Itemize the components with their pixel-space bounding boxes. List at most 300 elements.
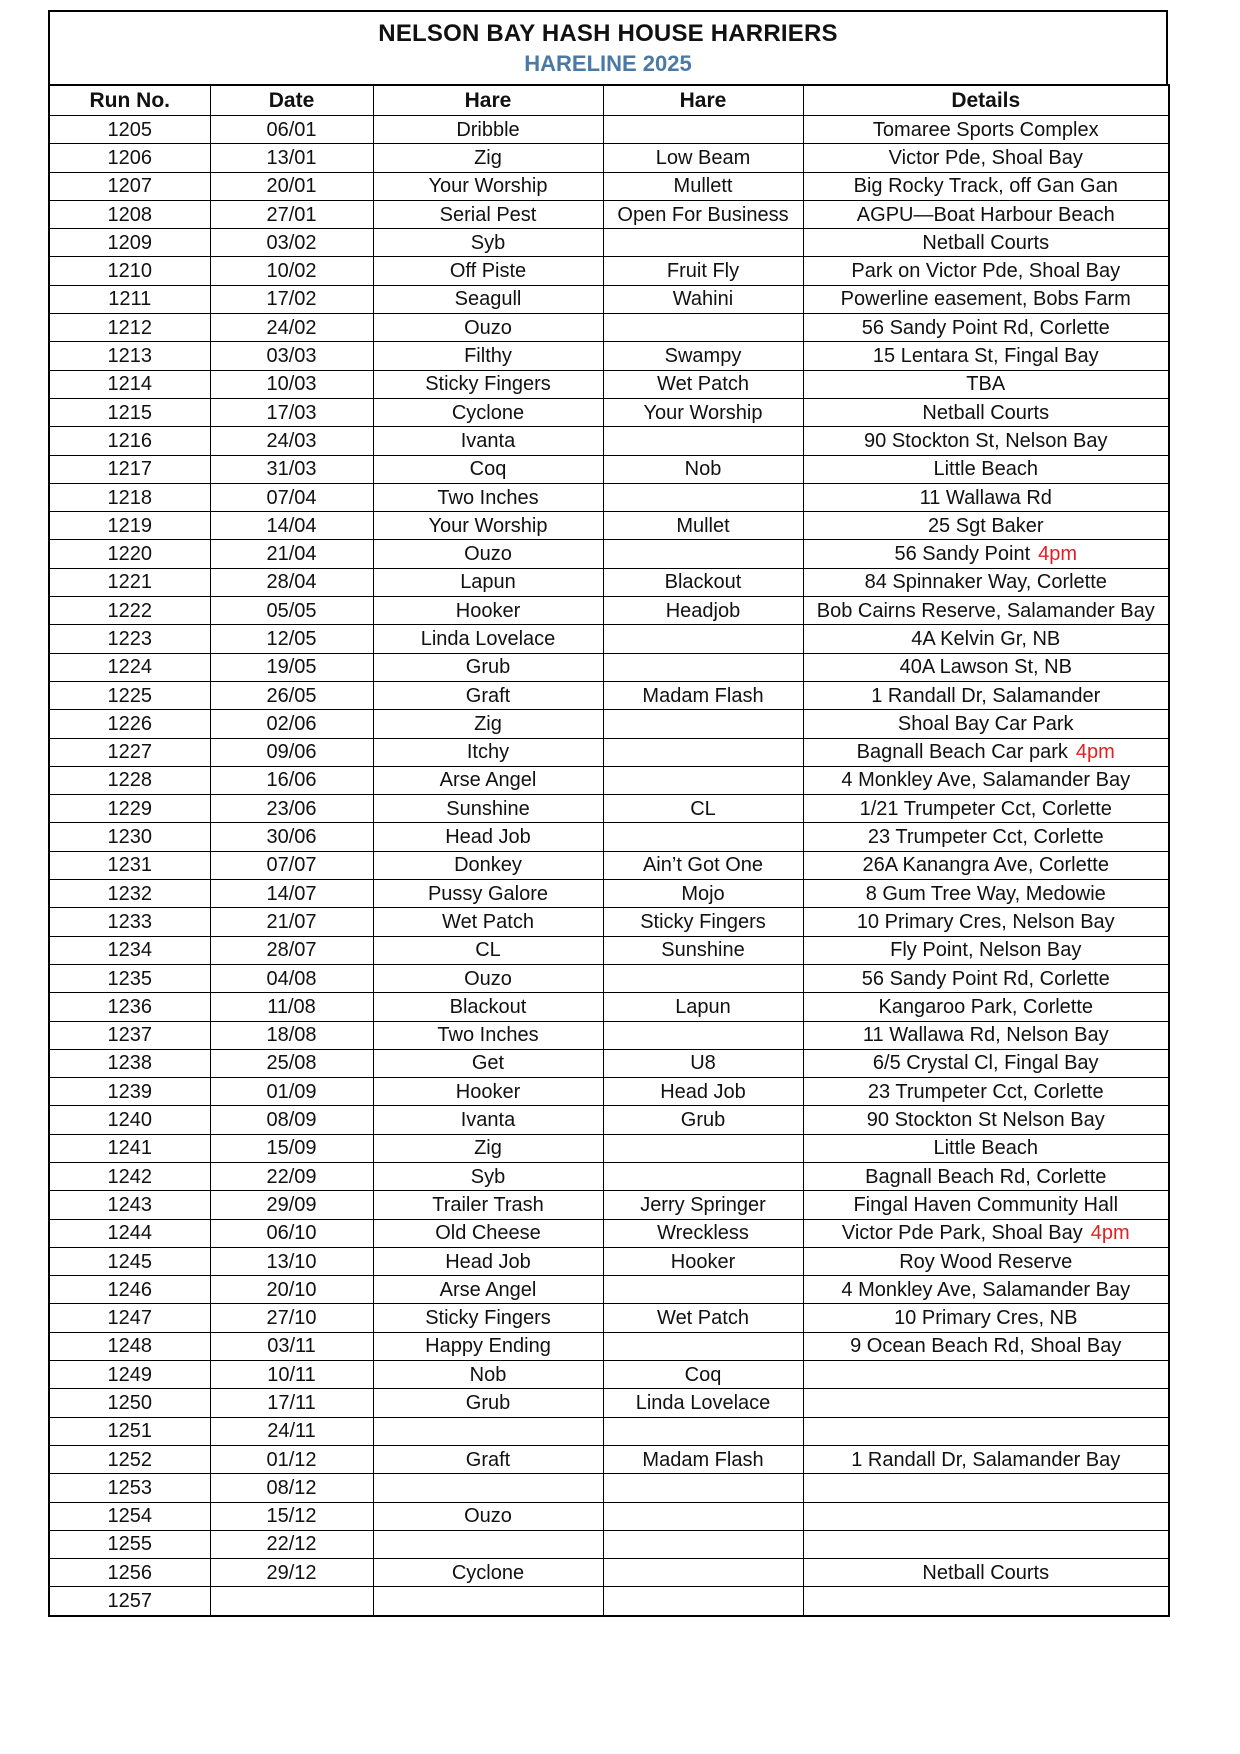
details-cell [803,1389,1169,1417]
run-no-cell: 1232 [49,880,210,908]
details-cell [803,1587,1169,1616]
details-cell [803,229,1169,257]
date-cell: 01/12 [210,1445,373,1473]
date-cell: 21/04 [210,540,373,568]
hare-1-cell: Syb [373,229,603,257]
hare-1-cell: Nob [373,1361,603,1389]
date-cell: 08/12 [210,1474,373,1502]
details-cell [803,1304,1169,1332]
details-text: Big Rocky Track, off Gan Gan [853,175,1118,198]
details-cell [803,1134,1169,1162]
details-cell [803,1417,1169,1445]
details-text: Powerline easement, Bobs Farm [840,288,1131,311]
date-cell: 24/11 [210,1417,373,1445]
run-no-cell: 1240 [49,1106,210,1134]
hare-1-cell: Ouzo [373,964,603,992]
hare-2-cell: Sunshine [603,936,803,964]
table-row [49,1134,1169,1162]
column-header-run-no: Run No. [49,85,210,116]
table-row [49,540,1169,568]
hare-1-cell: Ouzo [373,1502,603,1530]
details-cell [803,398,1169,426]
details-text: 90 Stockton St Nelson Bay [866,1109,1105,1132]
details-cell [803,285,1169,313]
table-row [49,1389,1169,1417]
hare-2-cell [603,427,803,455]
details-text: 1/21 Trumpeter Cct, Corlette [859,797,1112,820]
hare-1-cell: Sunshine [373,795,603,823]
hare-1-cell: CL [373,936,603,964]
table-row [49,172,1169,200]
date-cell: 20/10 [210,1276,373,1304]
run-no-cell: 1213 [49,342,210,370]
run-no-cell: 1230 [49,823,210,851]
hare-2-cell: Headjob [603,597,803,625]
date-cell: 03/03 [210,342,373,370]
hare-2-cell: Wahini [603,285,803,313]
date-cell: 17/02 [210,285,373,313]
hare-1-cell: Two Inches [373,1021,603,1049]
details-cell [803,1332,1169,1360]
run-no-cell: 1237 [49,1021,210,1049]
hare-1-cell: Wet Patch [373,908,603,936]
run-no-cell: 1216 [49,427,210,455]
hare-2-cell [603,653,803,681]
table-row [49,285,1169,313]
details-text: 23 Trumpeter Cct, Corlette [867,826,1104,849]
details-text: 10 Primary Cres, Nelson Bay [856,910,1115,933]
details-text: Netball Courts [922,231,1050,254]
hare-1-cell: Two Inches [373,483,603,511]
run-no-cell: 1224 [49,653,210,681]
date-cell: 30/06 [210,823,373,851]
hare-1-cell: Ouzo [373,540,603,568]
table-row [49,1417,1169,1445]
table-row [49,738,1169,766]
table-row [49,851,1169,879]
hare-1-cell: Old Cheese [373,1219,603,1247]
hare-2-cell: Sticky Fingers [603,908,803,936]
hare-1-cell [373,1587,603,1616]
date-cell: 22/12 [210,1530,373,1558]
date-cell: 24/03 [210,427,373,455]
run-no-cell: 1242 [49,1162,210,1190]
details-cell [803,597,1169,625]
run-no-cell: 1251 [49,1417,210,1445]
run-no-cell: 1229 [49,795,210,823]
hare-1-cell [373,1530,603,1558]
hare-2-cell: Mojo [603,880,803,908]
details-text: Victor Pde Park, Shoal Bay [841,1222,1083,1245]
run-no-cell: 1226 [49,710,210,738]
table-header-row [49,85,1169,116]
run-no-cell: 1220 [49,540,210,568]
date-cell: 12/05 [210,625,373,653]
details-cell [803,116,1169,144]
hare-2-cell [603,766,803,794]
details-cell [803,653,1169,681]
table-row [49,1559,1169,1587]
date-cell: 10/11 [210,1361,373,1389]
details-cell [803,823,1169,851]
hare-1-cell: Your Worship [373,172,603,200]
hare-1-cell: Zig [373,1134,603,1162]
details-text: 84 Spinnaker Way, Corlette [864,571,1107,594]
column-header-hare-2: Hare [603,85,803,116]
details-cell [803,766,1169,794]
date-cell: 20/01 [210,172,373,200]
table-row [49,1276,1169,1304]
details-cell [803,993,1169,1021]
run-no-cell: 1255 [49,1530,210,1558]
hare-2-cell [603,738,803,766]
table-row [49,342,1169,370]
hare-1-cell: Graft [373,1445,603,1473]
hare-2-cell: Hooker [603,1247,803,1275]
details-text: 11 Wallawa Rd [919,486,1052,509]
hare-1-cell: Syb [373,1162,603,1190]
hare-2-cell: Open For Business [603,200,803,228]
date-cell: 22/09 [210,1162,373,1190]
date-cell: 03/11 [210,1332,373,1360]
hare-2-cell: Mullet [603,512,803,540]
table-row [49,1078,1169,1106]
run-no-cell: 1209 [49,229,210,257]
date-cell: 15/09 [210,1134,373,1162]
details-text: 26A Kanangra Ave, Corlette [862,854,1109,877]
hare-1-cell: Sticky Fingers [373,1304,603,1332]
hare-1-cell: Cyclone [373,1559,603,1587]
hare-1-cell [373,1417,603,1445]
details-text: 10 Primary Cres, NB [894,1307,1078,1330]
table-row [49,710,1169,738]
run-no-cell: 1206 [49,144,210,172]
run-no-cell: 1250 [49,1389,210,1417]
column-header-details: Details [803,85,1169,116]
hare-1-cell: Zig [373,710,603,738]
date-cell: 10/02 [210,257,373,285]
table-row [49,880,1169,908]
details-text: 4 Monkley Ave, Salamander Bay [841,769,1131,792]
date-cell: 01/09 [210,1078,373,1106]
hare-1-cell: Head Job [373,823,603,851]
date-cell: 28/07 [210,936,373,964]
date-cell: 09/06 [210,738,373,766]
hare-1-cell: Donkey [373,851,603,879]
hare-2-cell: Your Worship [603,398,803,426]
hare-1-cell: Filthy [373,342,603,370]
hare-2-cell: Coq [603,1361,803,1389]
hare-1-cell: Coq [373,455,603,483]
date-cell: 03/02 [210,229,373,257]
date-cell: 29/12 [210,1559,373,1587]
column-header-date: Date [210,85,373,116]
table-row [49,1304,1169,1332]
details-text: 9 Ocean Beach Rd, Shoal Bay [850,1335,1122,1358]
details-cell [803,1361,1169,1389]
table-row [49,993,1169,1021]
hare-2-cell: Madam Flash [603,1445,803,1473]
run-no-cell: 1247 [49,1304,210,1332]
details-text: Bagnall Beach Car park [856,741,1068,764]
details-text: 40A Lawson St, NB [899,656,1072,679]
table-row [49,568,1169,596]
hare-1-cell: Pussy Galore [373,880,603,908]
run-no-cell: 1257 [49,1587,210,1616]
hare-2-cell [603,625,803,653]
hare-2-cell [603,1134,803,1162]
details-cell [803,540,1169,568]
details-cell [803,710,1169,738]
hare-1-cell: Arse Angel [373,766,603,794]
hare-2-cell: Mullett [603,172,803,200]
table-row [49,1587,1169,1616]
run-no-cell: 1223 [49,625,210,653]
hare-2-cell [603,1502,803,1530]
details-text: 4A Kelvin Gr, NB [911,627,1061,650]
details-text: Kangaroo Park, Corlette [878,995,1094,1018]
details-cell [803,908,1169,936]
table-row [49,1191,1169,1219]
table-row [49,257,1169,285]
hare-2-cell [603,1276,803,1304]
title-block [48,10,1168,84]
run-no-cell: 1252 [49,1445,210,1473]
run-no-cell: 1218 [49,483,210,511]
run-no-cell: 1215 [49,398,210,426]
date-cell: 16/06 [210,766,373,794]
date-cell: 23/06 [210,795,373,823]
date-cell: 14/07 [210,880,373,908]
hare-1-cell: Ivanta [373,1106,603,1134]
time-note: 4pm [1090,1222,1130,1245]
run-no-cell: 1249 [49,1361,210,1389]
run-no-cell: 1222 [49,597,210,625]
run-no-cell: 1231 [49,851,210,879]
date-cell: 31/03 [210,455,373,483]
hare-1-cell: Sticky Fingers [373,370,603,398]
hare-1-cell: Ivanta [373,427,603,455]
table-row [49,823,1169,851]
table-row [49,625,1169,653]
table-row [49,908,1169,936]
hare-2-cell [603,964,803,992]
run-no-cell: 1217 [49,455,210,483]
table-row [49,795,1169,823]
details-text: 6/5 Crystal Cl, Fingal Bay [872,1052,1099,1075]
hare-2-cell [603,116,803,144]
details-cell [803,483,1169,511]
details-cell [803,1078,1169,1106]
run-no-cell: 1245 [49,1247,210,1275]
table-row [49,1530,1169,1558]
table-row [49,455,1169,483]
date-cell: 07/04 [210,483,373,511]
date-cell: 26/05 [210,681,373,709]
page-title: NELSON BAY HASH HOUSE HARRIERS [378,20,838,47]
date-cell: 27/10 [210,1304,373,1332]
hare-2-cell [603,229,803,257]
date-cell: 28/04 [210,568,373,596]
hare-1-cell: Grub [373,653,603,681]
hare-1-cell: Ouzo [373,314,603,342]
run-no-cell: 1225 [49,681,210,709]
table-row [49,1361,1169,1389]
details-text: 4 Monkley Ave, Salamander Bay [841,1278,1131,1301]
run-no-cell: 1228 [49,766,210,794]
date-cell: 10/03 [210,370,373,398]
hare-1-cell [373,1474,603,1502]
details-text: 1 Randall Dr, Salamander [871,684,1101,707]
date-cell: 02/06 [210,710,373,738]
hare-1-cell: Happy Ending [373,1332,603,1360]
hare-2-cell [603,540,803,568]
details-cell [803,1162,1169,1190]
details-text: 1 Randall Dr, Salamander Bay [851,1448,1121,1471]
details-text: Bob Cairns Reserve, Salamander Bay [816,599,1155,622]
details-cell [803,1502,1169,1530]
hare-1-cell: Seagull [373,285,603,313]
details-cell [803,1559,1169,1587]
date-cell: 17/11 [210,1389,373,1417]
date-cell [210,1587,373,1616]
details-cell [803,795,1169,823]
hare-2-cell: Fruit Fly [603,257,803,285]
date-cell: 13/01 [210,144,373,172]
hare-2-cell [603,483,803,511]
hare-2-cell [603,1021,803,1049]
details-cell [803,1021,1169,1049]
table-body [49,116,1169,1616]
run-no-cell: 1227 [49,738,210,766]
hare-1-cell: Off Piste [373,257,603,285]
hare-1-cell: Trailer Trash [373,1191,603,1219]
date-cell: 19/05 [210,653,373,681]
hare-2-cell: Grub [603,1106,803,1134]
details-text: Fingal Haven Community Hall [853,1193,1119,1216]
hare-2-cell [603,1474,803,1502]
hare-2-cell: Jerry Springer [603,1191,803,1219]
date-cell: 21/07 [210,908,373,936]
date-cell: 29/09 [210,1191,373,1219]
date-cell: 15/12 [210,1502,373,1530]
table-row [49,1332,1169,1360]
details-cell [803,144,1169,172]
details-cell [803,964,1169,992]
details-cell [803,568,1169,596]
details-text: Fly Point, Nelson Bay [890,939,1082,962]
table-row [49,1021,1169,1049]
details-cell [803,1445,1169,1473]
hare-2-cell: Wet Patch [603,1304,803,1332]
details-text: 15 Lentara St, Fingal Bay [872,345,1099,368]
table-row [49,512,1169,540]
hare-1-cell: Linda Lovelace [373,625,603,653]
details-text: Victor Pde, Shoal Bay [888,146,1083,169]
hare-2-cell: CL [603,795,803,823]
hare-1-cell: Blackout [373,993,603,1021]
run-no-cell: 1241 [49,1134,210,1162]
details-text: AGPU—Boat Harbour Beach [856,203,1115,226]
hare-2-cell: U8 [603,1049,803,1077]
run-no-cell: 1211 [49,285,210,313]
run-no-cell: 1246 [49,1276,210,1304]
table-row [49,1445,1169,1473]
run-no-cell: 1208 [49,200,210,228]
details-cell [803,370,1169,398]
details-text: Tomaree Sports Complex [872,118,1099,141]
details-cell [803,512,1169,540]
run-no-cell: 1207 [49,172,210,200]
hare-2-cell: Swampy [603,342,803,370]
table-row [49,964,1169,992]
details-text: Netball Courts [922,401,1050,424]
table-row [49,1106,1169,1134]
table-row [49,427,1169,455]
run-no-cell: 1236 [49,993,210,1021]
details-cell [803,936,1169,964]
hare-2-cell: Linda Lovelace [603,1389,803,1417]
run-no-cell: 1244 [49,1219,210,1247]
table-row [49,398,1169,426]
hare-2-cell: Wet Patch [603,370,803,398]
table-row [49,1247,1169,1275]
date-cell: 14/04 [210,512,373,540]
run-no-cell: 1256 [49,1559,210,1587]
details-text: Bagnall Beach Rd, Corlette [865,1165,1107,1188]
hare-2-cell [603,1417,803,1445]
hareline-sheet [48,10,1168,1617]
details-cell [803,1219,1169,1247]
details-text: Roy Wood Reserve [899,1250,1073,1273]
hare-2-cell: Wreckless [603,1219,803,1247]
run-no-cell: 1243 [49,1191,210,1219]
hare-2-cell [603,1162,803,1190]
details-text: Park on Victor Pde, Shoal Bay [851,260,1121,283]
hare-2-cell [603,1332,803,1360]
run-no-cell: 1248 [49,1332,210,1360]
page-subtitle: HARELINE 2025 [524,51,692,76]
hare-2-cell [603,823,803,851]
details-text: 23 Trumpeter Cct, Corlette [867,1080,1104,1103]
run-no-cell: 1205 [49,116,210,144]
hare-1-cell: Dribble [373,116,603,144]
hare-1-cell: Hooker [373,1078,603,1106]
table-row [49,1219,1169,1247]
details-text: Shoal Bay Car Park [897,712,1074,735]
run-no-cell: 1254 [49,1502,210,1530]
date-cell: 13/10 [210,1247,373,1275]
run-no-cell: 1221 [49,568,210,596]
run-no-cell: 1253 [49,1474,210,1502]
details-cell [803,851,1169,879]
details-text: 11 Wallawa Rd, Nelson Bay [862,1024,1109,1047]
hare-2-cell [603,1559,803,1587]
column-header-hare-1: Hare [373,85,603,116]
table-row [49,144,1169,172]
hare-1-cell: Get [373,1049,603,1077]
details-cell [803,1474,1169,1502]
hare-2-cell: Head Job [603,1078,803,1106]
table-row [49,1162,1169,1190]
table-row [49,483,1169,511]
hare-2-cell: Madam Flash [603,681,803,709]
details-text: 8 Gum Tree Way, Medowie [865,882,1106,905]
details-text: 56 Sandy Point [894,543,1031,566]
hare-1-cell: Your Worship [373,512,603,540]
hare-1-cell: Grub [373,1389,603,1417]
hare-2-cell: Blackout [603,568,803,596]
